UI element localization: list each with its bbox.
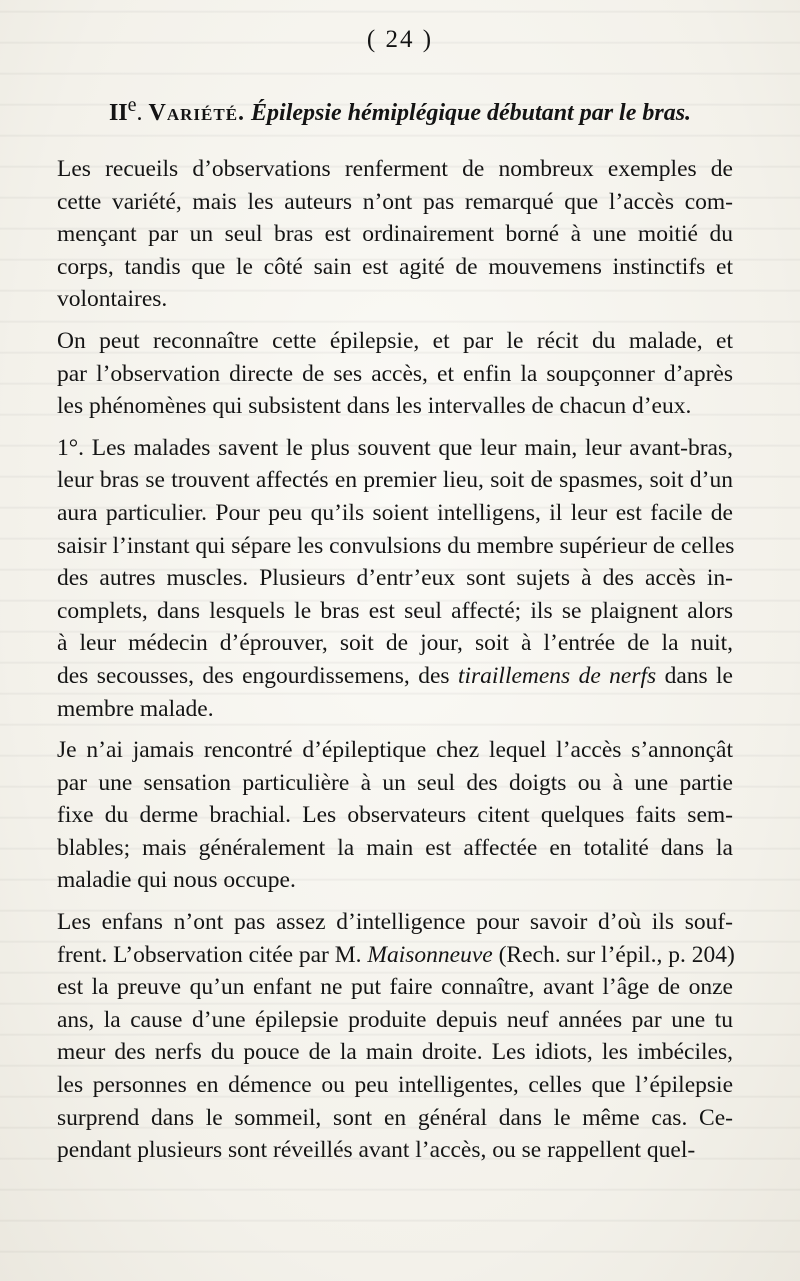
section-label: Variété.: [148, 100, 246, 126]
text-run: corps, tandis que le côté sain est agité de mouvemens instinctifs et: [57, 253, 733, 280]
text-line: [57, 734, 733, 767]
text-line: [57, 530, 733, 563]
section-numeral: II: [108, 100, 128, 126]
text-line: [57, 1134, 733, 1167]
text-line: [57, 693, 733, 726]
body-text: [57, 153, 733, 1176]
text-run: saisir l’instant qui sépare les convulsions du membre supérieur de celles: [57, 532, 735, 559]
text-line: [57, 1069, 733, 1102]
text-run: (Rech. sur l’épil., p. 204): [492, 941, 735, 968]
text-line: [57, 432, 733, 465]
text-line: [57, 660, 733, 693]
paragraph: [57, 432, 733, 725]
text-line: [57, 358, 733, 391]
text-line: [57, 939, 733, 972]
text-line: [57, 971, 733, 1004]
text-run: frent. L’observation citée par M.: [57, 941, 368, 968]
text-line: [57, 390, 733, 423]
italic-phrase: Maisonneuve: [367, 941, 493, 968]
text-run: leur bras se trouvent affectés en premier lieu, soit de spasmes, soit d’un: [57, 467, 733, 494]
text-run: des secousses, des engourdissemens, des: [57, 662, 458, 689]
text-run: mençant par un seul bras est ordinairement borné à une moitié du: [57, 221, 733, 248]
text-run: est la preuve qu’un enfant ne put faire connaître, avant l’âge de onze: [57, 974, 733, 1001]
text-run: pendant plusieurs sont réveillés avant l’accès, ou se rappellent quel-: [57, 1137, 696, 1164]
text-run: blables; mais généralement la main est affectée en totalité dans la: [57, 834, 733, 861]
text-run: les phénomènes qui subsistent dans les intervalles de chacun d’eux.: [57, 393, 692, 420]
paragraph: [57, 153, 733, 316]
text-run: maladie qui nous occupe.: [57, 867, 296, 894]
text-run: à leur médecin d’éprouver, soit de jour, soit à l’entrée de la nuit,: [57, 630, 733, 657]
italic-phrase: tiraillemens de nerfs: [457, 662, 657, 689]
text-line: [57, 153, 733, 186]
text-run: cette variété, mais les auteurs n’ont pas remarqué que l’accès com-: [57, 188, 733, 215]
text-line: [57, 767, 733, 800]
paragraph: [57, 906, 733, 1167]
text-run: ans, la cause d’une épilepsie produite depuis neuf années par une tu: [57, 1006, 733, 1033]
text-run: On peut reconnaître cette épilepsie, et par le récit du malade, et: [57, 327, 733, 354]
text-run: Je n’ai jamais rencontré d’épileptique chez lequel l’accès s’annonçât: [57, 737, 733, 764]
text-line: [57, 218, 733, 251]
text-line: [57, 595, 733, 628]
text-line: [57, 325, 733, 358]
text-line: [57, 832, 733, 865]
text-line: [57, 497, 733, 530]
page-number: ( 24 ): [366, 26, 434, 53]
text-run: meur des nerfs du pouce de la main droite. Les idiots, les imbéciles,: [57, 1039, 733, 1066]
text-run: dans le: [656, 662, 733, 689]
section-title: Épilepsie hémiplégique débutant par le bras.: [251, 100, 692, 126]
text-line: [57, 1036, 733, 1069]
paragraph: [57, 734, 733, 897]
text-line: [57, 186, 733, 219]
text-run: volontaires.: [57, 286, 168, 313]
text-run: Les enfans n’ont pas assez d’intelligence pour savoir d’où ils souf-: [57, 909, 733, 936]
text-line: [57, 1004, 733, 1037]
text-line: [57, 464, 733, 497]
text-line: [57, 864, 733, 897]
text-run: aura particulier. Pour peu qu’ils soient intelligens, il leur est facile de: [57, 499, 733, 526]
text-run: Les recueils d’observations renferment de nombreux exemples de: [57, 156, 733, 182]
text-run: par l’observation directe de ses accès, et enfin la soupçonner d’après: [57, 360, 733, 387]
section-numeral-superscript: e: [127, 94, 137, 116]
paragraph: [57, 325, 733, 423]
text-line: [57, 627, 733, 660]
text-line: [57, 906, 733, 939]
text-line: [57, 251, 733, 284]
text-run: 1°. Les malades savent le plus souvent que leur main, leur avant-bras,: [57, 434, 733, 461]
text-run: des autres muscles. Plusieurs d’entr’eux sont sujets à des accès in-: [57, 565, 733, 592]
text-line: [57, 562, 733, 595]
text-run: les personnes en démence ou peu intelligentes, celles que l’épilepsie: [57, 1072, 733, 1099]
section-heading: IIe. Variété. Épilepsie hémiplégique débutant par le bras.: [108, 94, 692, 126]
text-run: fixe du derme brachial. Les observateurs citent quelques faits sem-: [57, 802, 733, 829]
text-run: complets, dans lesquels le bras est seul affecté; ils se plaignent alors: [57, 597, 733, 624]
text-line: [57, 283, 733, 316]
text-line: [57, 1102, 733, 1135]
text-run: par une sensation particulière à un seul des doigts ou à une partie: [57, 769, 733, 796]
text-line: [57, 799, 733, 832]
text-run: membre malade.: [57, 695, 214, 722]
text-run: surprend dans le sommeil, sont en général dans le même cas. Ce-: [57, 1104, 733, 1131]
